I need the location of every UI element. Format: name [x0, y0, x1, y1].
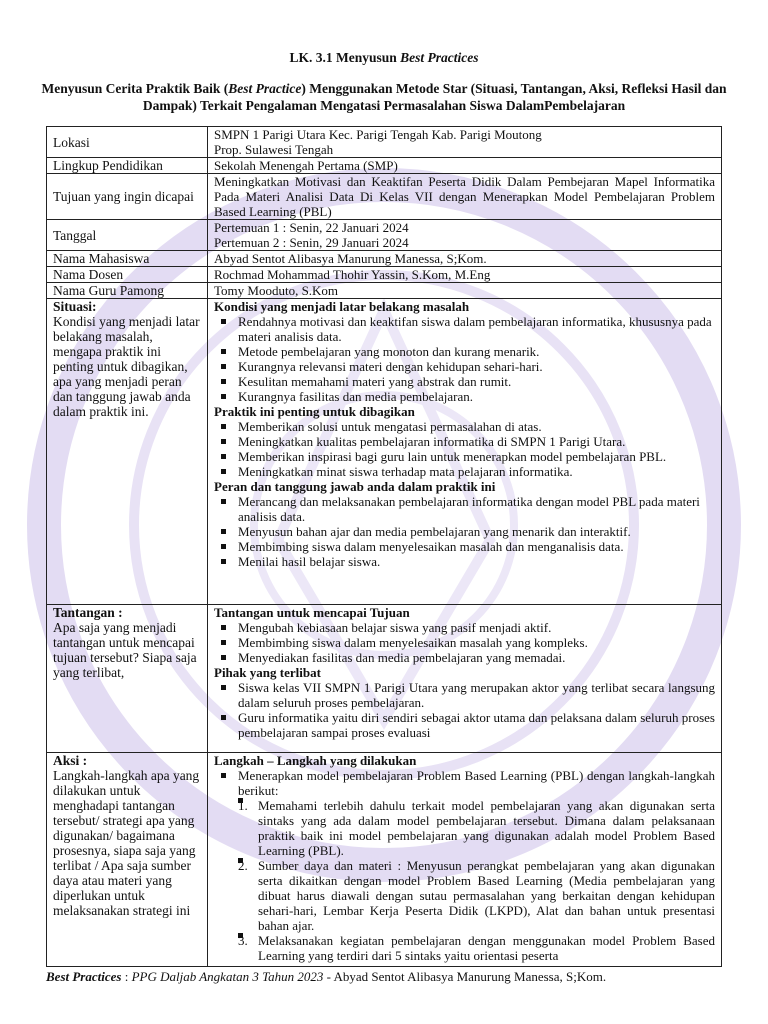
label-dosen: Nama Dosen	[47, 267, 208, 283]
label-mahasiswa: Nama Mahasiswa	[47, 251, 208, 267]
document-subtitle: Menyusun Cerita Praktik Baik (Best Practice) Menggunakan Metode Star (Situasi, Tantangan, Aksi, Refleksi Hasil dan Dampak) Terkait Pengalaman Mengatasi Permasalahan Siswa DalamPembelajaran	[41, 81, 727, 113]
list-item: Menyusun bahan ajar dan media pembelajaran yang menarik dan interaktif.	[238, 524, 715, 539]
list-item: Kurangnya fasilitas dan media pembelajaran.	[238, 389, 715, 404]
list-item: Kesulitan memahami materi yang abstrak dan rumit.	[238, 374, 715, 389]
best-practice-table	[46, 126, 722, 967]
label-situasi: Situasi: Kondisi yang menjadi latar belakang masalah, mengapa praktik ini penting untuk dibagikan, apa yang menjadi peran dan tanggung jawab anda dalam praktik ini.	[47, 299, 208, 605]
heading-tantangan-tujuan: Tantangan untuk mencapai Tujuan	[214, 605, 410, 620]
heading-praktik-penting: Praktik ini penting untuk dibagikan	[214, 404, 415, 419]
content-situasi	[208, 299, 722, 605]
row-mahasiswa	[47, 251, 722, 267]
list-item: Siswa kelas VII SMPN 1 Parigi Utara yang merupakan aktor yang terlibat secara langsung dalam seluruh proses pembelajaran.	[238, 680, 715, 710]
heading-langkah: Langkah – Langkah yang dilakukan	[214, 753, 417, 768]
value-lingkup: Sekolah Menengah Pertama (SMP)	[208, 158, 722, 174]
content-tantangan	[208, 605, 722, 753]
heading-latar-belakang: Kondisi yang menjadi latar belakang masalah	[214, 299, 470, 314]
list-tantangan	[214, 620, 715, 665]
list-latar-belakang	[214, 314, 715, 404]
list-item: Meningkatkan minat siswa terhadap mata pelajaran informatika.	[238, 464, 715, 479]
content-aksi	[208, 753, 722, 967]
list-item: Mengubah kebiasaan belajar siswa yang pasif menjadi aktif.	[238, 620, 715, 635]
list-item: Memberikan solusi untuk mengatasi permasalahan di atas.	[238, 419, 715, 434]
list-item: Menyediakan fasilitas dan media pembelajaran yang memadai.	[238, 650, 715, 665]
step-item: Memahami terlebih dahulu terkait model pembelajaran yang akan digunakan serta sintaks yang ada dalam model pembelajaran tersebut. Dimana dalam pelaksanaan praktik baik ini model pembelajaran yang digunakan adalah model Problem Based Learning (PBL).	[258, 798, 715, 858]
list-item: Merancang dan melaksanakan pembelajaran informatika dengan model PBL pada materi analisis data.	[238, 494, 715, 524]
label-tujuan: Tujuan yang ingin dicapai	[47, 174, 208, 220]
list-langkah	[214, 768, 715, 963]
label-tanggal: Tanggal	[47, 220, 208, 251]
page-footer: Best Practices : PPG Daljab Angkatan 3 Tahun 2023 - Abyad Sentot Alibasya Manurung Manessa, S;Kom.	[46, 969, 607, 984]
list-item: Metode pembelajaran yang monoton dan kurang menarik.	[238, 344, 715, 359]
list-item: Rendahnya motivasi dan keaktifan siswa dalam pembelajaran informatika, khususnya pada materi analisis data.	[238, 314, 715, 344]
value-mahasiswa: Abyad Sentot Alibasya Manurung Manessa, S;Kom.	[208, 251, 722, 267]
list-item: Menerapkan model pembelajaran Problem Based Learning (PBL) dengan langkah-langkah berikut: Memahami terlebih dahulu terkait model pembelajaran yang akan digunakan serta sintaks yang ada dalam model pembelajaran tersebut. Dimana dalam pelaksanaan praktik baik ini model pembelajaran yang digunakan adalah model Problem Based Learning (PBL). Sumber daya dan materi : Menyusun perangkat pembelajaran yang akan digunakan serta dikaitkan dengan model Problem Based Learning (Media pembelajaran yang dibuat harus diawali dengan sutau permasalahan yang berkaitan dengan kehidupan sehari-hari, Lembar Kerja Peserta Didik (LKPD), Alat dan bahan untuk presentasi bahan ajar. Melaksanakan kegiatan pembelajaran dengan menggunakan model Problem Based Learning yang terdiri dari 5 sintaks yaitu orientasi peserta	[238, 768, 715, 963]
row-tujuan	[47, 174, 722, 220]
label-lingkup: Lingkup Pendidikan	[47, 158, 208, 174]
value-tujuan: Meningkatkan Motivasi dan Keaktifan Peserta Didik Dalam Pembejaran Mapel Informatika Pada Materi Analisi Data Di Kelas VII dengan Menerapkan Model Pembelajaran Problem Based Learning (PBL)	[208, 174, 722, 220]
document-title: LK. 3.1 Menyusun Best Practices	[289, 50, 479, 65]
value-lokasi: SMPN 1 Parigi Utara Kec. Parigi Tengah Kab. Parigi Moutong Prop. Sulawesi Tengah	[208, 127, 722, 158]
label-tantangan: Tantangan : Apa saja yang menjadi tantangan untuk mencapai tujuan tersebut? Siapa saja yang terlibat,	[47, 605, 208, 753]
value-pamong: Tomy Mooduto, S.Kom	[208, 283, 722, 299]
heading-pihak-terlibat: Pihak yang terlibat	[214, 665, 321, 680]
value-dosen: Rochmad Mohammad Thohir Yassin, S.Kom, M.Eng	[208, 267, 722, 283]
heading-peran: Peran dan tanggung jawab anda dalam praktik ini	[214, 479, 496, 494]
row-pamong	[47, 283, 722, 299]
list-item: Kurangnya relevansi materi dengan kehidupan sehari-hari.	[238, 359, 715, 374]
label-lokasi: Lokasi	[47, 127, 208, 158]
step-item: Melaksanakan kegiatan pembelajaran dengan menggunakan model Problem Based Learning yang terdiri dari 5 sintaks yaitu orientasi peserta	[258, 933, 715, 963]
row-lingkup	[47, 158, 722, 174]
row-tantangan	[47, 605, 722, 753]
value-tanggal: Pertemuan 1 : Senin, 22 Januari 2024 Pertemuan 2 : Senin, 29 Januari 2024	[208, 220, 722, 251]
row-situasi	[47, 299, 722, 605]
list-item: Meningkatkan kualitas pembelajaran informatika di SMPN 1 Parigi Utara.	[238, 434, 715, 449]
list-item: Menilai hasil belajar siswa.	[238, 554, 715, 569]
label-aksi: Aksi : Langkah-langkah apa yang dilakukan untuk menghadapi tantangan tersebut/ strategi apa yang digunakan/ bagaimana prosesnya, siapa saja yang terlibat / Apa saja sumber daya atau materi yang diperlukan untuk melaksanakan strategi ini	[47, 753, 208, 967]
label-pamong: Nama Guru Pamong	[47, 283, 208, 299]
numbered-steps	[238, 798, 715, 963]
list-item: Guru informatika yaitu diri sendiri sebagai aktor utama dan pelaksana dalam seluruh proses pembelajaran sampai proses evaluasi	[238, 710, 715, 740]
row-aksi	[47, 753, 722, 967]
list-praktik-penting	[214, 419, 715, 479]
list-peran	[214, 494, 715, 569]
step-item: Sumber daya dan materi : Menyusun perangkat pembelajaran yang akan digunakan serta dikaitkan dengan model Problem Based Learning (Media pembelajaran yang dibuat harus diawali dengan sutau permasalahan yang berkaitan dengan kehidupan sehari-hari, Lembar Kerja Peserta Didik (LKPD), Alat dan bahan untuk presentasi bahan ajar.	[258, 858, 715, 933]
row-tanggal	[47, 220, 722, 251]
list-item: Membimbing siswa dalam menyelesaikan masalah dan menganalisis data.	[238, 539, 715, 554]
row-dosen	[47, 267, 722, 283]
list-item: Memberikan inspirasi bagi guru lain untuk menerapkan model pembelajaran PBL.	[238, 449, 715, 464]
list-pihak-terlibat	[214, 680, 715, 740]
row-lokasi	[47, 127, 722, 158]
list-item: Membimbing siswa dalam menyelesaikan masalah yang kompleks.	[238, 635, 715, 650]
